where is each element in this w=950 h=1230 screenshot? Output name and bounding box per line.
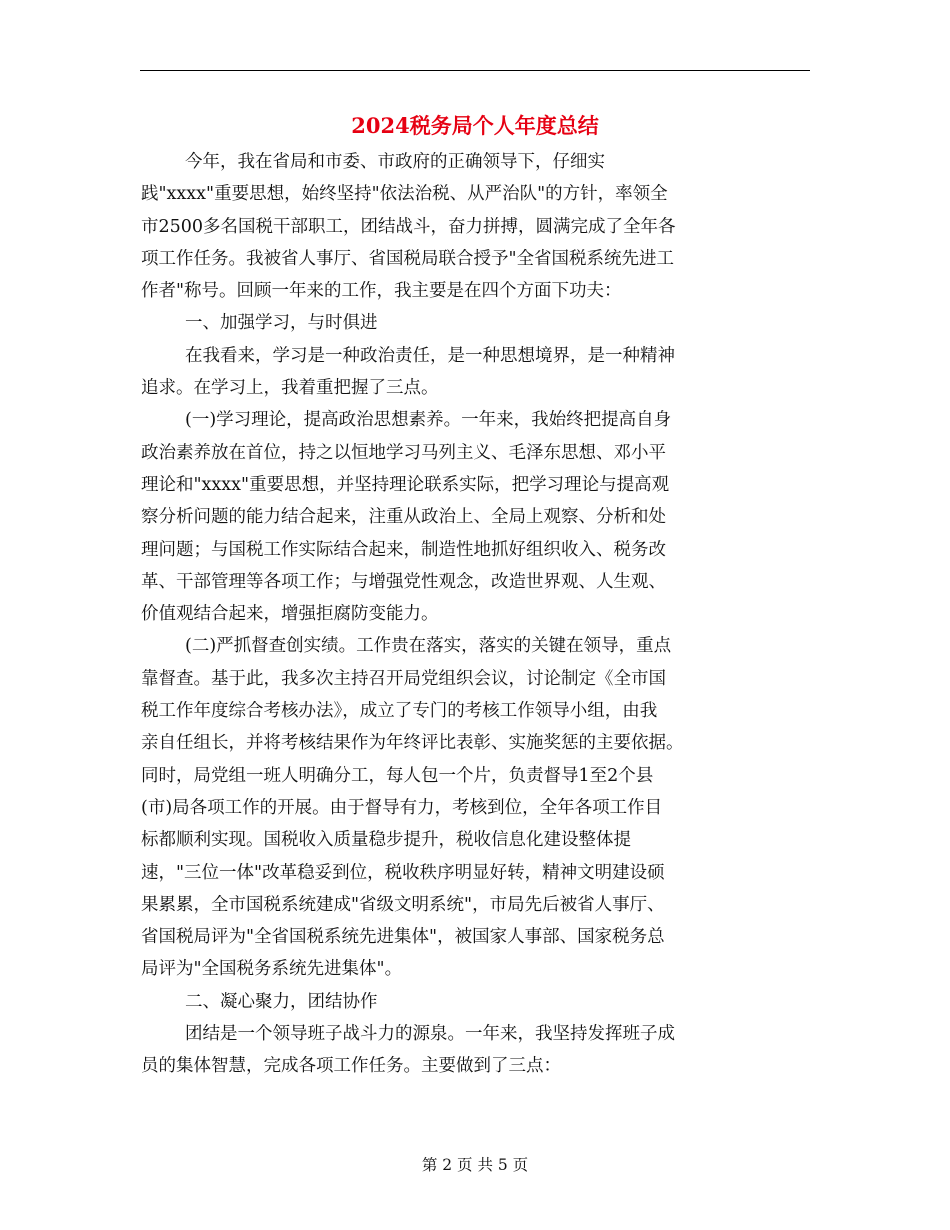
text-line: 同时，局党组一班人明确分工，每人包一个片，负责督导1至2个县 — [141, 765, 654, 786]
text-line: (市)局各项工作的开展。由于督导有力，考核到位，全年各项工作目 — [141, 797, 663, 818]
text-line: 一、加强学习，与时俱进 — [185, 313, 378, 334]
text-line: 践"xxxx"重要思想，始终坚持"依法治税、从严治队"的方针，率领全 — [141, 184, 668, 205]
text-line: (二)严抓督查创实绩。工作贵在落实，落实的关键在领导，重点 — [185, 636, 672, 657]
text-line: 亲自任组长，并将考核结果作为年终评比表彰、实施奖惩的主要依据。 — [141, 733, 684, 754]
text-line: 靠督查。基于此，我多次主持召开局党组织会议，讨论制定《全市国 — [141, 668, 666, 689]
text-line: (一)学习理论，提高政治思想素养。一年来，我始终把提高自身 — [185, 410, 672, 431]
text-line: 今年，我在省局和市委、市政府的正确领导下，仔细实 — [185, 152, 605, 172]
text-line: 政治素养放在首位，持之以恒地学习马列主义、毛泽东思想、邓小平 — [141, 442, 666, 463]
text-line: 在我看来，学习是一种政治责任，是一种思想境界，是一种精神 — [185, 345, 675, 366]
text-line: 市2500多名国税干部职工，团结战斗，奋力拼搏，圆满完成了全年各 — [141, 216, 676, 237]
header-rule — [140, 70, 810, 71]
text-line: 价值观结合起来，增强拒腐防变能力。 — [141, 604, 439, 625]
document-title: 2024税务局个人年度总结 — [351, 113, 599, 138]
text-line: 二、凝心聚力，团结协作 — [185, 991, 378, 1012]
text-line: 标都顺利实现。国税收入质量稳步提升，税收信息化建设整体提 — [141, 830, 631, 851]
page-number: 第 2 页 共 5 页 — [421, 1156, 529, 1174]
text-line: 察分析问题的能力结合起来，注重从政治上、全局上观察、分析和处 — [141, 507, 666, 528]
text-line: 作者"称号。回顾一年来的工作，我主要是在四个方面下功夫： — [141, 281, 622, 302]
text-line: 局评为"全国税务系统先进集体"。 — [141, 959, 403, 980]
document-body — [141, 146, 813, 1083]
text-line: 团结是一个领导班子战斗力的源泉。一年来，我坚持发挥班子成 — [185, 1024, 675, 1045]
text-line: 革、干部管理等各项工作；与增强党性观念，改造世界观、人生观、 — [141, 571, 666, 592]
text-line: 员的集体智慧，完成各项工作任务。主要做到了三点： — [141, 1056, 561, 1077]
text-line: 理论和"xxxx"重要思想，并坚持理论联系实际，把学习理论与提高观 — [141, 474, 670, 495]
text-line: 追求。在学习上，我着重把握了三点。 — [141, 378, 439, 399]
text-line: 理问题；与国税工作实际结合起来，制造性地抓好组织收入、税务改 — [141, 539, 666, 560]
text-line: 速，"三位一体"改革稳妥到位，税收秩序明显好转，精神文明建设硕 — [141, 862, 665, 883]
text-line: 税工作年度综合考核办法》，成立了专门的考核工作领导小组，由我 — [141, 701, 658, 722]
text-line: 项工作任务。我被省人事厅、省国税局联合授予"全省国税系统先进工 — [141, 248, 675, 269]
text-line: 果累累，全市国税系统建成"省级文明系统"，市局先后被省人事厅、 — [141, 894, 665, 915]
text-line: 省国税局评为"全省国税系统先进集体"，被国家人事部、国家税务总 — [141, 927, 665, 948]
